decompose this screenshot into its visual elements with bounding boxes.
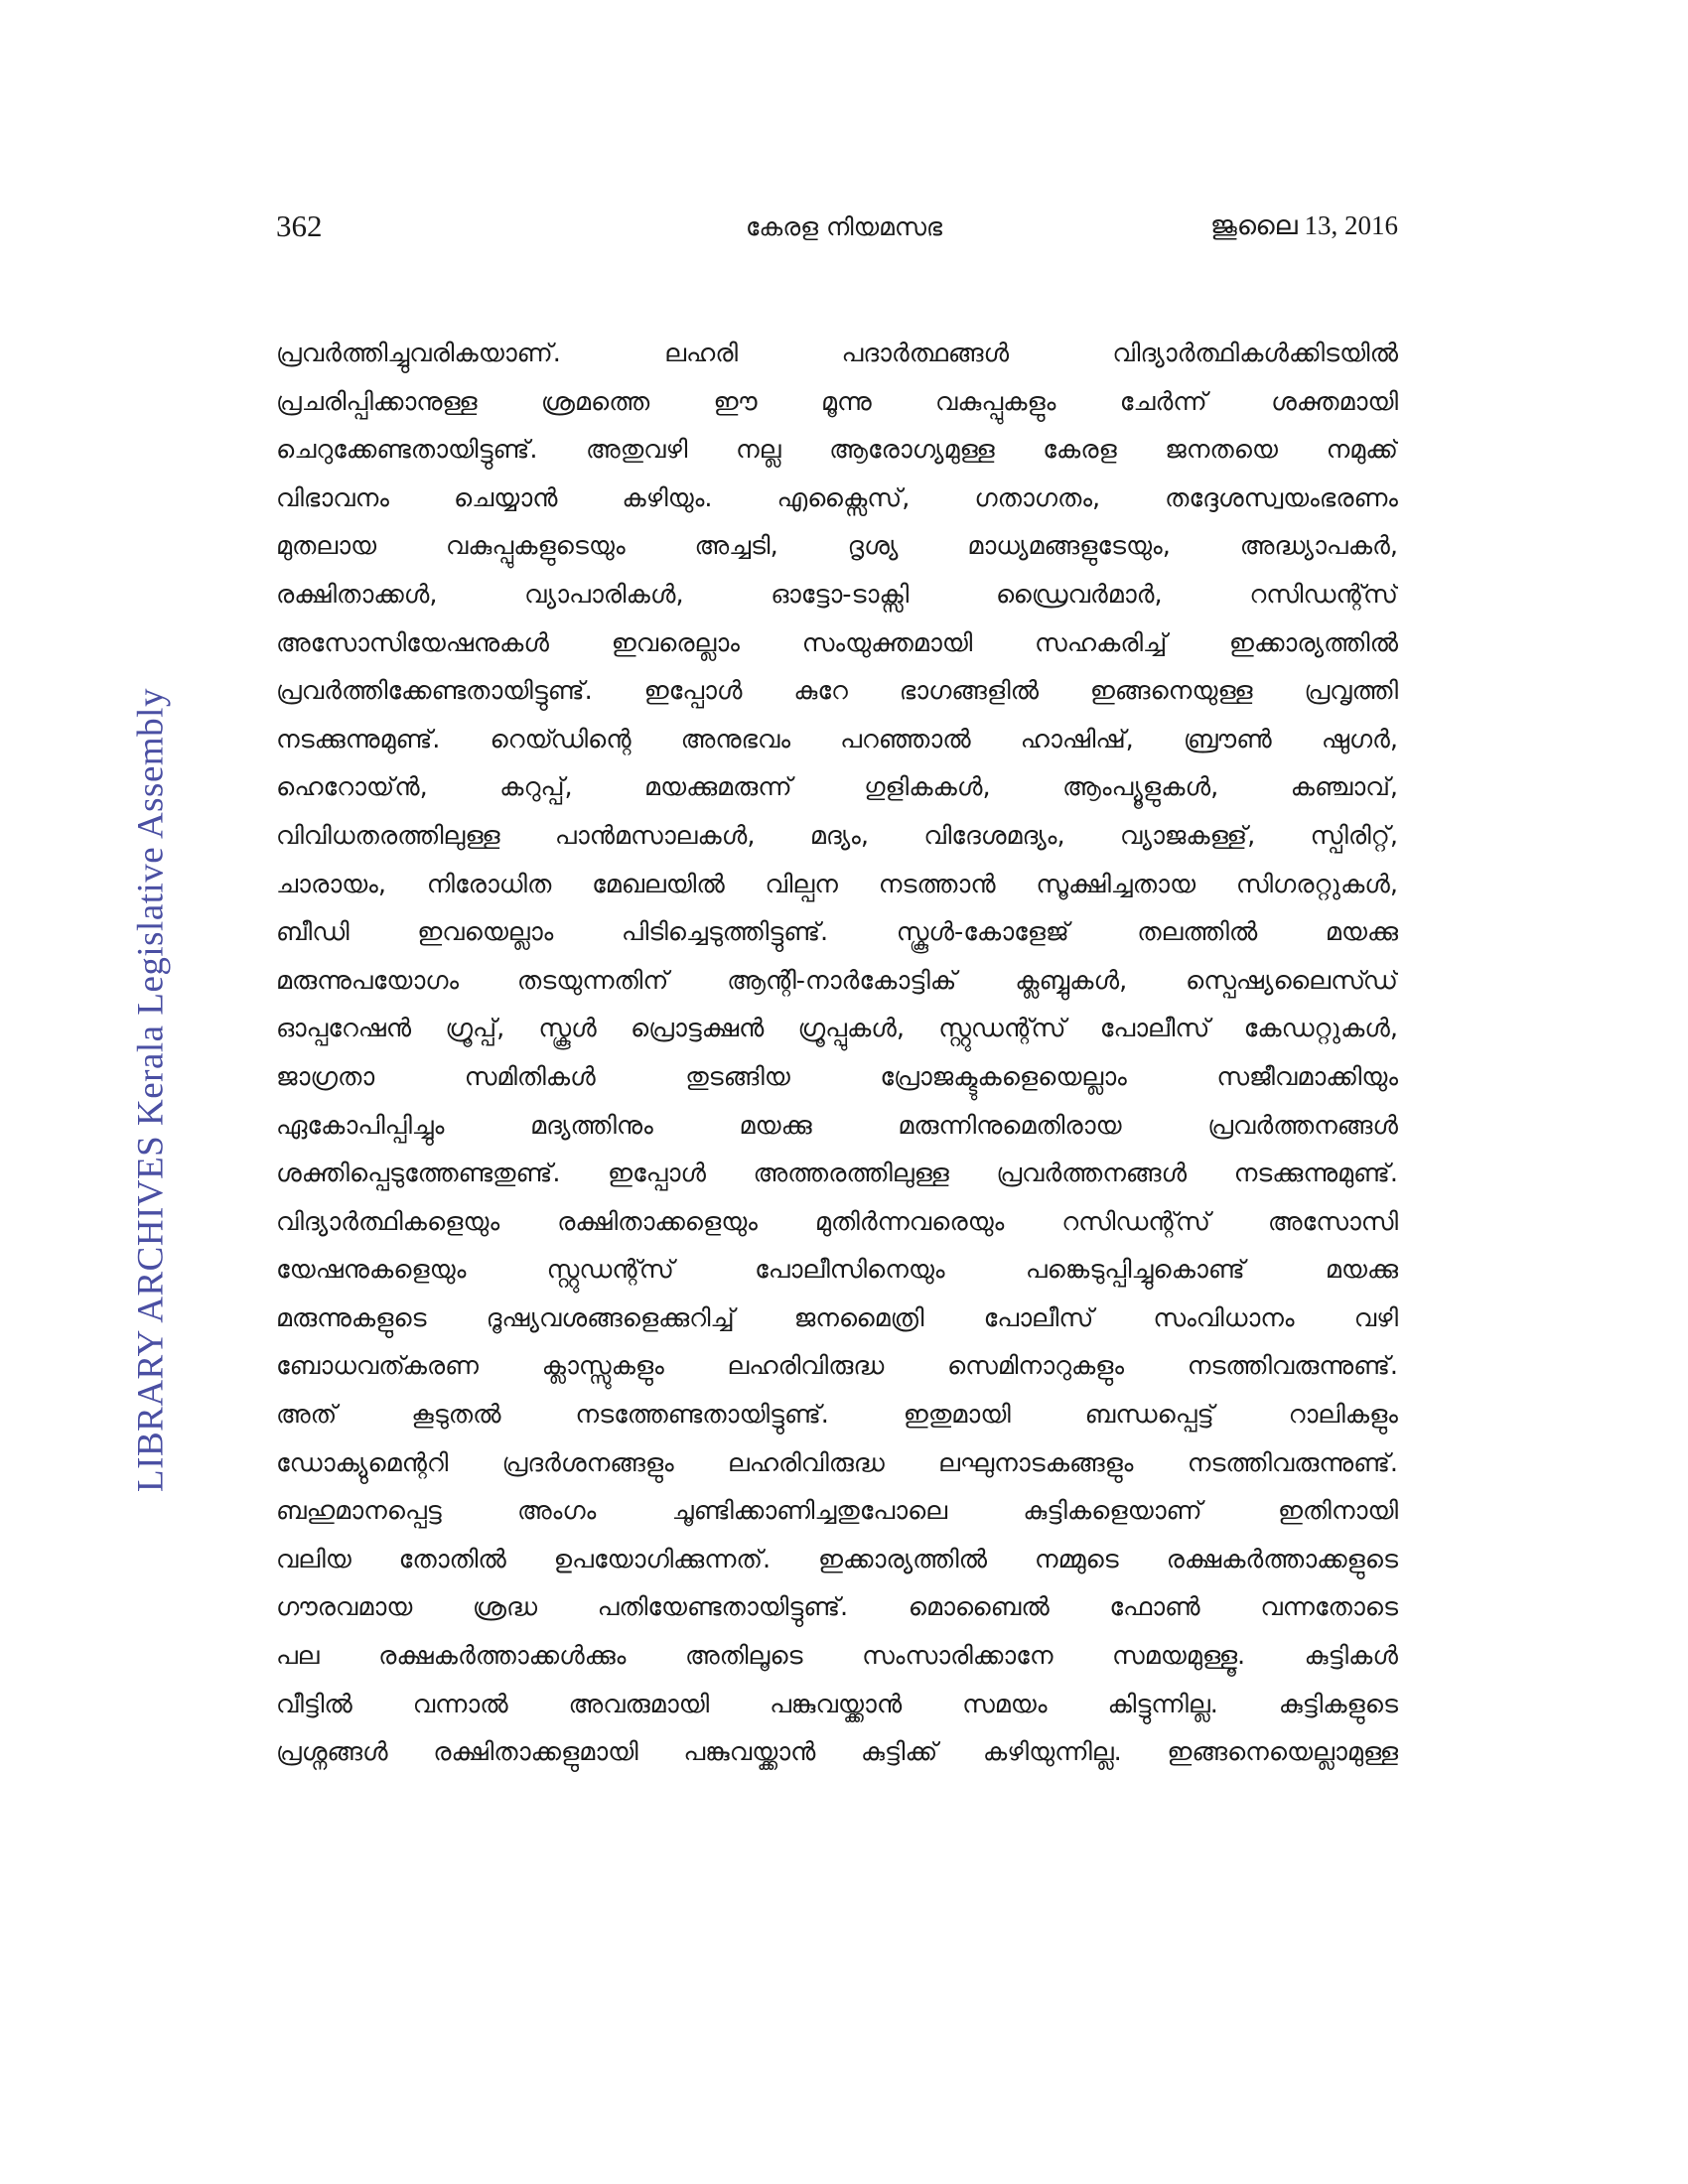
text-line: പല രക്ഷകർത്താക്കൾക്കും അതിലൂടെ സംസാരിക്കാനേ സമയമുള്ളൂ. കുട്ടികൾ (276, 1641, 1398, 1672)
page-number: 362 (276, 208, 323, 243)
text-line: മുതലായ വകുപ്പുകളുടെയും അച്ചടി, ദൃശ്യ മാധ്യമങ്ങളുടേയും, അദ്ധ്യാപകർ, (276, 531, 1398, 562)
text-line: മരുന്നുകളുടെ ദൂഷ്യവശങ്ങളെക്കുറിച്ച് ജനമൈത്രി പോലീസ് സംവിധാനം വഴി (276, 1302, 1398, 1333)
text-line: ഡോക്യുമെന്ററി പ്രദർശനങ്ങളും ലഹരിവിരുദ്ധ ലഘുനാടകങ്ങളും നടത്തിവരുന്നുണ്ട്. (276, 1447, 1398, 1478)
text-line: നടക്കുന്നുമുണ്ട്. റെയ്ഡിന്റെ അനുഭവം പറഞ്ഞാൽ ഹാഷിഷ്, ബ്രൗൺ ഷുഗർ, (276, 724, 1398, 754)
text-line: ബഹുമാനപ്പെട്ട അംഗം ചൂണ്ടിക്കാണിച്ചതുപോലെ കുട്ടികളെയാണ് ഇതിനായി (276, 1496, 1398, 1527)
speech-body (276, 330, 1398, 1777)
text-line: വലിയ തോതിൽ ഉപയോഗിക്കുന്നത്. ഇക്കാര്യത്തിൽ നമ്മുടെ രക്ഷകർത്താക്കളുടെ (276, 1544, 1398, 1574)
text-line: വിഭാവനം ചെയ്യാൻ കഴിയും. എക്സൈസ്, ഗതാഗതം, തദ്ദേശസ്വയംഭരണം (276, 482, 1398, 513)
session-date: ജൂലൈ 13, 2016 (1210, 210, 1398, 240)
text-line: അത് കൂടുതൽ നടത്തേണ്ടതായിട്ടുണ്ട്. ഇതുമായി ബന്ധപ്പെട്ട് റാലികളും (276, 1400, 1398, 1431)
text-line: ബോധവത്കരണ ക്ലാസ്സുകളും ലഹരിവിരുദ്ധ സെമിനാറുകളും നടത്തിവരുന്നുണ്ട്. (276, 1351, 1398, 1382)
text-line: ജാഗ്രതാ സമിതികൾ തുടങ്ങിയ പ്രോജക്ടുകളെയെല്ലാം സജീവമാക്കിയും (276, 1061, 1398, 1092)
text-line: ഗൗരവമായ ശ്രദ്ധ പതിയേണ്ടതായിട്ടുണ്ട്. മൊബൈൽ ഫോൺ വന്നതോടെ (276, 1592, 1398, 1623)
text-line: ഏകോപിപ്പിച്ചും മദ്യത്തിനും മയക്കു മരുന്നിനുമെതിരായ പ്രവർത്തനങ്ങൾ (276, 1110, 1398, 1141)
text-line: ചെറുക്കേണ്ടതായിട്ടുണ്ട്. അതുവഴി നല്ല ആരോഗ്യമുള്ള കേരള ജനതയെ നമുക്ക് (276, 435, 1398, 466)
text-line: ചാരായം, നിരോധിത മേഖലയിൽ വില്പന നടത്താൻ സൂക്ഷിച്ചതായ സിഗരറ്റുകൾ, (276, 869, 1398, 899)
text-line: വിദ്യാർത്ഥികളെയും രക്ഷിതാക്കളെയും മുതിർന്നവരെയും റസിഡന്റ്സ് അസോസി (276, 1206, 1398, 1237)
text-line: ശക്തിപ്പെടുത്തേണ്ടതുണ്ട്. ഇപ്പോൾ അത്തരത്തിലുള്ള പ്രവർത്തനങ്ങൾ നടക്കുന്നുമുണ്ട്. (276, 1159, 1398, 1189)
text-line: ഓപ്പറേഷൻ ഗ്രൂപ്പ്, സ്കൂൾ പ്രൊട്ടക്ഷൻ ഗ്രൂപ്പുകൾ, സ്റ്റുഡന്റ്സ് പോലീസ് കേഡറ്റുകൾ, (276, 1014, 1398, 1044)
text-line: വിവിധതരത്തിലുള്ള പാൻമസാലകൾ, മദ്യം, വിദേശമദ്യം, വ്യാജകള്ള്, സ്പിരിറ്റ്, (276, 820, 1398, 851)
watermark-text: LIBRARY ARCHIVES Kerala Legislative Assembly (130, 688, 172, 1492)
text-line: മരുന്നുപയോഗം തടയുന്നതിന് ആന്റി-നാർകോട്ടിക് ക്ലബ്ബുകൾ, സ്പെഷ്യലൈസ്ഡ് (276, 965, 1398, 996)
text-line: യേഷനുകളെയും സ്റ്റുഡന്റ്സ് പോലീസിനെയും പങ്കെടുപ്പിച്ചുകൊണ്ട് മയക്കു (276, 1255, 1398, 1286)
text-line: ഹെറോയ്ൻ, കറുപ്പ്, മയക്കുമരുന്ന് ഗുളികകൾ, ആംപ്യൂളുകൾ, കഞ്ചാവ്, (276, 772, 1398, 803)
text-line: ബീഡി ഇവയെല്ലാം പിടിച്ചെടുത്തിട്ടുണ്ട്. സ്കൂൾ-കോളേജ് തലത്തിൽ മയക്കു (276, 917, 1398, 948)
text-line: പ്രവർത്തിക്കേണ്ടതായിട്ടുണ്ട്. ഇപ്പോൾ കുറേ ഭാഗങ്ങളിൽ ഇങ്ങനെയുള്ള പ്രവൃത്തി (276, 676, 1398, 707)
text-line: പ്രവർത്തിച്ചുവരികയാണ്. ലഹരി പദാർത്ഥങ്ങൾ വിദ്യാർത്ഥികൾക്കിടയിൽ (276, 339, 1398, 368)
text-line: പ്രചരിപ്പിക്കാനുള്ള ശ്രമത്തെ ഈ മൂന്നു വകുപ്പുകളും ചേർന്ന് ശക്തമായി (276, 386, 1398, 417)
document-title: കേരള നിയമസഭ (746, 212, 942, 241)
text-line: പ്രശ്നങ്ങൾ രക്ഷിതാക്കളുമായി പങ്കുവയ്ക്കാൻ കുട്ടിക്ക് കഴിയുന്നില്ല. ഇങ്ങനെയെല്ലാമുള്ള (276, 1737, 1398, 1768)
text-line: രക്ഷിതാക്കൾ, വ്യാപാരികൾ, ഓട്ടോ-ടാക്സി ഡ്രൈവർമാർ, റസിഡന്റ്സ് (276, 579, 1398, 610)
text-line: അസോസിയേഷനുകൾ ഇവരെല്ലാം സംയുക്തമായി സഹകരിച്ച് ഇക്കാര്യത്തിൽ (276, 627, 1398, 658)
text-line: വീട്ടിൽ വന്നാൽ അവരുമായി പങ്കുവയ്ക്കാൻ സമയം കിട്ടുന്നില്ല. കുട്ടികളുടെ (276, 1689, 1398, 1719)
page-header (0, 208, 1688, 258)
